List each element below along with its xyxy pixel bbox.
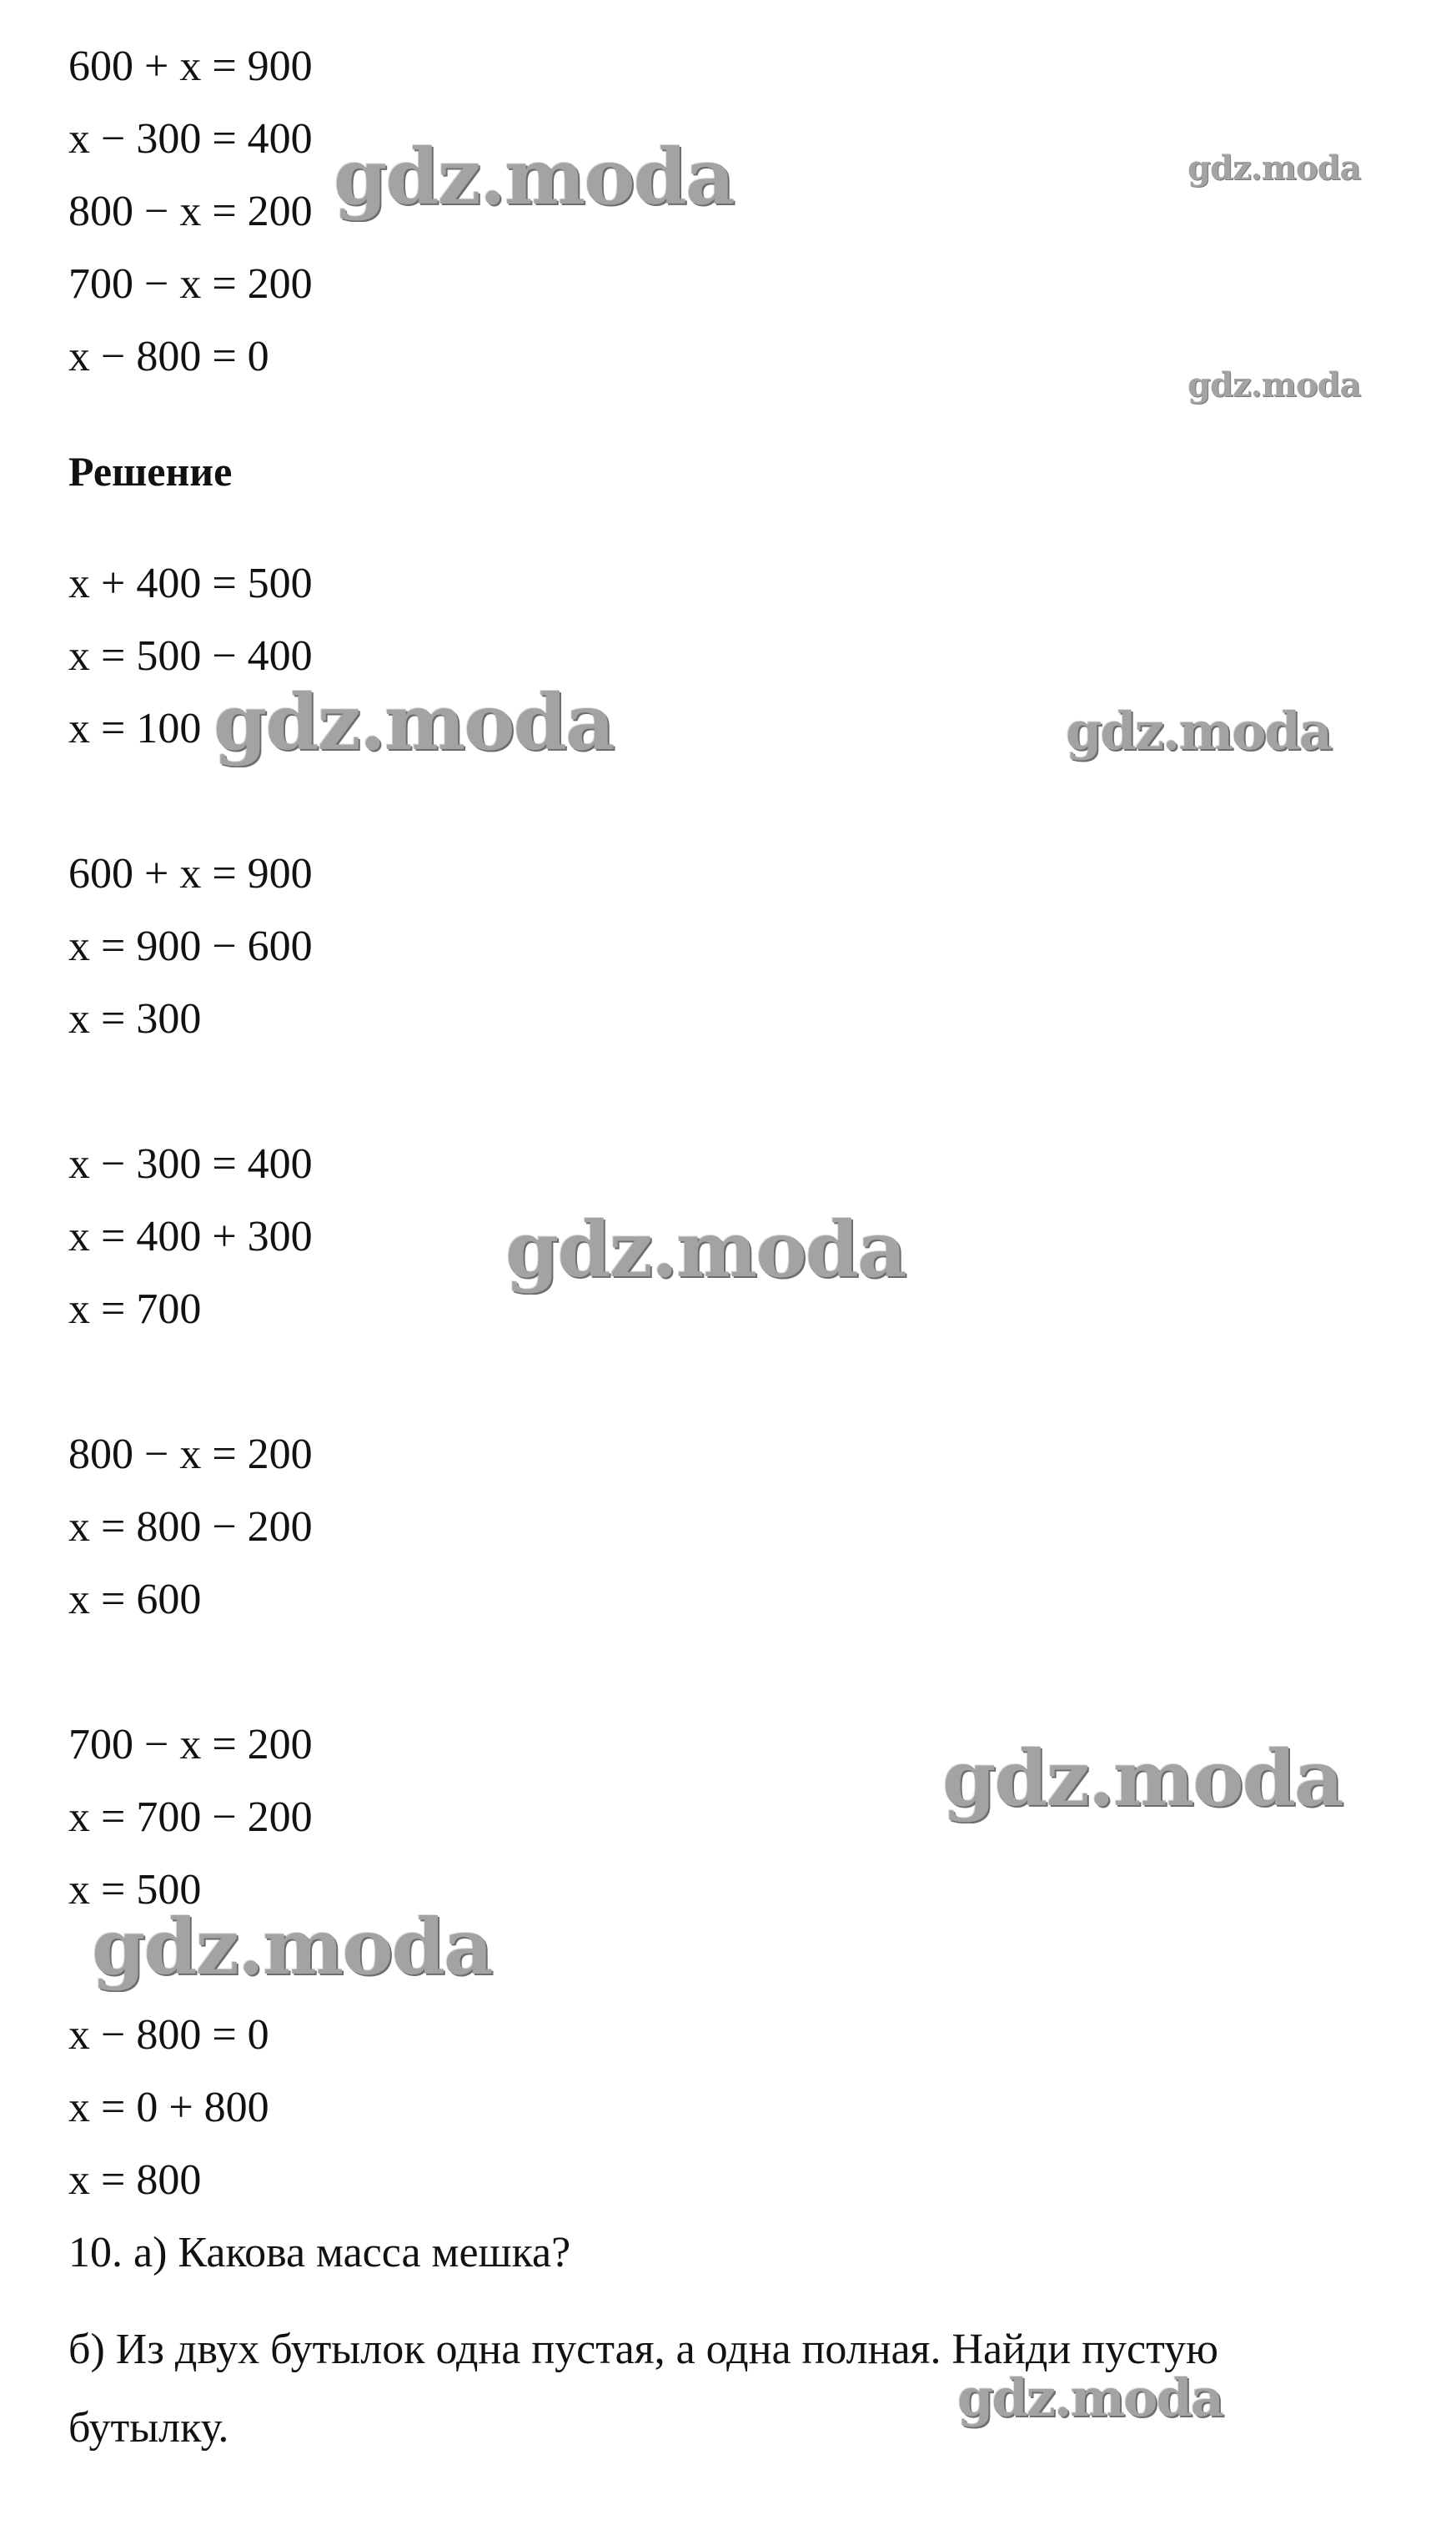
watermark: gdz.moda	[1187, 148, 1361, 188]
watermark: gdz.moda	[213, 677, 614, 767]
equation-line: x − 300 = 400	[68, 115, 313, 163]
solution-line: x + 400 = 500	[68, 560, 313, 607]
solution-line: x = 800	[68, 2156, 202, 2204]
solution-line: x = 500 − 400	[68, 632, 313, 680]
solution-line: x = 0 + 800	[68, 2084, 269, 2131]
watermark: gdz.moda	[957, 2367, 1223, 2428]
equation-line: x − 800 = 0	[68, 333, 269, 380]
watermark: gdz.moda	[334, 132, 734, 222]
watermark: gdz.moda	[92, 1902, 492, 1992]
solution-line: x = 100	[68, 705, 202, 752]
solution-line: x = 300	[68, 995, 202, 1043]
equation-line: 800 − x = 200	[68, 188, 313, 235]
solution-heading: Решение	[68, 448, 233, 495]
watermark: gdz.moda	[505, 1205, 906, 1295]
watermark: gdz.moda	[942, 1733, 1343, 1823]
solution-line: x = 500	[68, 1866, 202, 1914]
solution-line: x = 600	[68, 1576, 202, 1623]
solution-line: x = 700 − 200	[68, 1793, 313, 1841]
solution-line: x − 800 = 0	[68, 2011, 269, 2059]
solution-line: 600 + x = 900	[68, 850, 313, 898]
watermark: gdz.moda	[1187, 365, 1361, 405]
solution-line: 700 − x = 200	[68, 1721, 313, 1768]
solution-line: 800 − x = 200	[68, 1431, 313, 1478]
watermark: gdz.moda	[1066, 701, 1331, 762]
task-10b: б) Из двух бутылок одна пустая, а одна полная. Найди пустую бутылку.	[68, 2326, 1218, 2452]
solution-line: x = 400 + 300	[68, 1213, 313, 1260]
solution-line: x − 300 = 400	[68, 1140, 313, 1188]
task-10a: 10. а) Какова масса мешка?	[68, 2229, 571, 2276]
solution-line: x = 800 − 200	[68, 1503, 313, 1551]
solution-line: x = 700	[68, 1285, 202, 1333]
equation-line: 600 + x = 900	[68, 43, 313, 90]
solution-line: x = 900 − 600	[68, 923, 313, 970]
equation-line: 700 − x = 200	[68, 260, 313, 308]
